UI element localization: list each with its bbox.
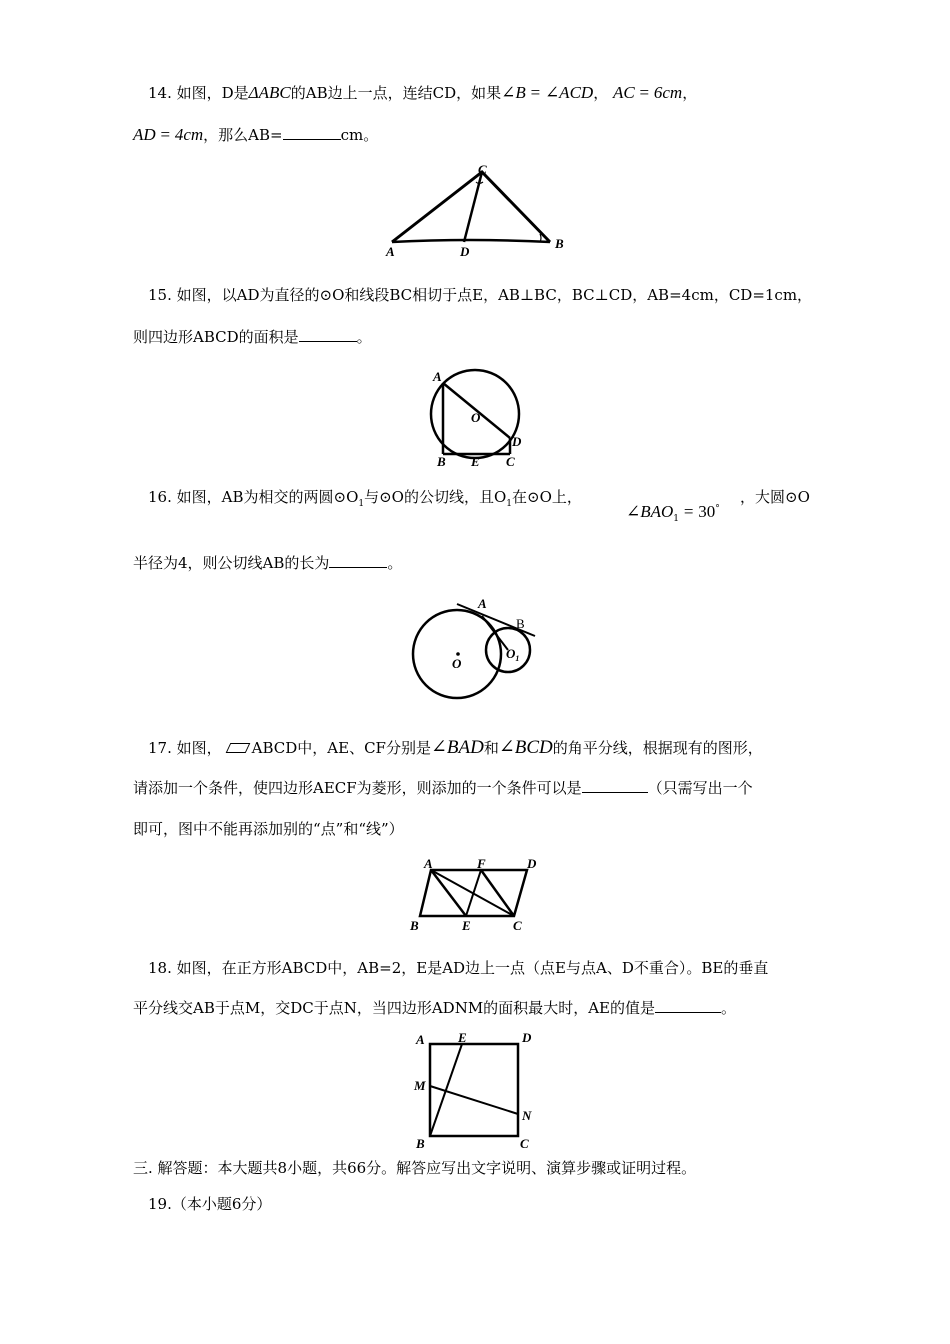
q16-label-B: B: [516, 616, 525, 631]
q17-label-C: C: [513, 918, 522, 933]
q14-label-A: A: [386, 244, 395, 259]
q16-number: 16.: [148, 488, 172, 506]
q17-label-D: D: [527, 856, 537, 871]
q14-line2: AD = 4cm，那么AB= cm。: [133, 125, 379, 144]
q15-label-E: E: [471, 454, 480, 468]
q18-line1: 18. 如图，在正方形ABCD中，AB=2，E是AD边上一点（点E与点A、D不重合）。BE的垂直: [148, 959, 769, 977]
q15-label-A: A: [433, 369, 442, 384]
q15-line1: 15. 如图，以AD为直径的⊙O和线段BC相切于点E，AB⊥BC，BC⊥CD，AB=4cm，CD=1cm，: [148, 286, 813, 304]
q17-parallelogram-figure: [402, 856, 552, 936]
q16-label-O1: $O_1$: [506, 646, 520, 663]
q16-label-A: A: [478, 596, 487, 611]
q14-triangle-figure: [380, 160, 580, 260]
q15-label-B: B: [437, 454, 446, 468]
q14-answer-blank: [283, 125, 341, 140]
q16-answer-blank: [329, 553, 387, 568]
q17-label-A: A: [424, 856, 433, 871]
q18-label-B: B: [416, 1136, 425, 1151]
q18-answer-blank: [655, 998, 721, 1013]
q14-label-D: D: [460, 244, 470, 259]
q17-line2: 请添加一个条件，使四边形AECF为菱形，则添加的一个条件可以是 （只需写出一个: [133, 779, 753, 797]
q18-label-M: M: [414, 1078, 426, 1093]
q17-answer-blank: [582, 778, 648, 793]
section3-heading: 三. 解答题：本大题共8小题，共66分。解答应写出文字说明、演算步骤或证明过程。: [133, 1159, 697, 1177]
q17-line3: 即可，图中不能再添加别的“点”和“线”）: [133, 820, 404, 838]
q14-label-C: C: [478, 162, 487, 177]
q14-number: 14.: [148, 84, 172, 102]
q17-line1: 17. 如图， ABCD中，AE、CF分别是∠BAD和∠BCD的角平分线，根据现有的图形，: [148, 737, 763, 758]
q16-line1: 16. 如图，AB为相交的两圆$⊙O_1$与⊙O的公切线，且$O_1$在⊙O上，: [148, 488, 582, 509]
q16-angle-expr: $\angle BAO_1 = 30^\circ$: [626, 502, 720, 524]
q15-number: 15.: [148, 286, 172, 304]
q16-line1-end: ，大圆⊙O: [740, 488, 810, 506]
q14-label-B: B: [555, 236, 564, 251]
q14-line1: 14. 如图，D是ΔABC的AB边上一点，连结CD，如果∠B = ∠ACD， AC = 6cm，: [148, 83, 698, 102]
q18-label-N: N: [522, 1108, 532, 1123]
q16-label-O: O: [452, 656, 462, 671]
q15-line2: 则四边形ABCD的面积是 。: [133, 328, 372, 346]
q15-circle-figure: [428, 368, 538, 468]
parallelogram-icon: [225, 743, 250, 753]
q18-label-C: C: [520, 1136, 529, 1151]
q18-square-figure: [408, 1030, 538, 1154]
q15-answer-blank: [299, 327, 357, 342]
q18-label-E: E: [458, 1030, 467, 1045]
q18-label-A: A: [416, 1032, 425, 1047]
q17-label-B: B: [410, 918, 419, 933]
q18-line2: 平分线交AB于点M，交DC于点N，当四边形ADNM的面积最大时，AE的值是 。: [133, 999, 736, 1017]
q17-label-E: E: [462, 918, 471, 933]
q18-number: 18.: [148, 959, 172, 977]
q18-label-D: D: [522, 1030, 532, 1045]
q17-number: 17.: [148, 739, 172, 757]
q17-label-F: F: [477, 856, 486, 871]
q19-heading: 19.（本小题6分）: [148, 1195, 272, 1213]
q15-label-C: C: [506, 454, 515, 468]
q16-circles-figure: [410, 592, 550, 704]
q15-label-O: O: [471, 410, 481, 425]
q15-label-D: D: [512, 434, 522, 449]
q16-line2: 半径为4，则公切线AB的长为 。: [133, 554, 403, 572]
q14-triangle: ΔABC: [248, 83, 291, 102]
